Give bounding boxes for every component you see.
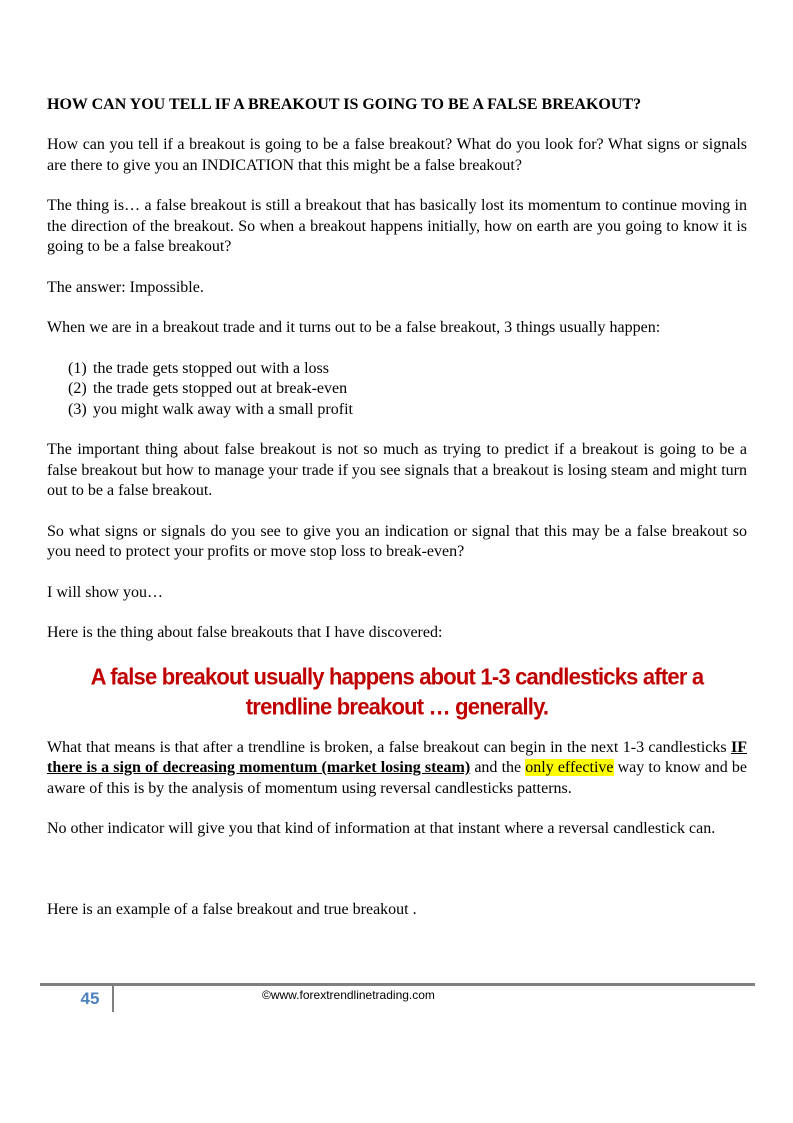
outcome-list [47, 359, 747, 421]
section-heading: HOW CAN YOU TELL IF A BREAKOUT IS GOING TO BE A FALSE BREAKOUT? [47, 96, 642, 113]
footer-divider [40, 983, 755, 986]
paragraph-example: Here is an example of a false breakout and true breakout . [47, 900, 417, 918]
paragraph-momentum: The thing is… a false breakout is still a breakout that has basically lost its momentum to continue moving in the direction of the breakout. So when a breakout happens initially, how on earth are you going to know it is going to be a false breakout? [47, 197, 747, 255]
paragraph-intro: How can you tell if a breakout is going to be a false breakout? What do you look for? What signs or signals are there to give you an INDICATION that this might be a false breakout? [47, 136, 747, 174]
meaning-text-mid: and the [470, 759, 526, 776]
spacer [47, 860, 747, 900]
footer-website: ©www.forextrendlinetrading.com [262, 988, 435, 1002]
emphasis-text: IF there is a sign of decreasing momentum (market losing steam) [47, 738, 747, 776]
list-item [68, 379, 747, 400]
highlighted-text: only effective [525, 759, 614, 776]
paragraph-signals: So what signs or signals do you see to give you an indication or signal that this may be a false breakout so you need to protect your profits or move stop loss to break-even? [47, 522, 747, 560]
list-item [68, 359, 747, 380]
paragraph-three-things: When we are in a breakout trade and it turns out to be a false breakout, 3 things usually happen: [47, 319, 661, 336]
paragraph-show-you: I will show you… [47, 583, 163, 601]
list-item-number: (1) [68, 359, 87, 377]
paragraph-discovered: Here is the thing about false breakouts that I have discovered: [47, 624, 443, 641]
list-item-text: you might walk away with a small profit [93, 400, 353, 418]
list-item-number: (2) [68, 380, 87, 397]
callout-text: A false breakout usually happens about 1-3 candlesticks after a trendline breakout … generally. [90, 662, 704, 720]
meaning-text-end: way to know and be aware of this is by the analysis of momentum using reversal candlesticks patterns. [47, 759, 748, 797]
paragraph-no-other-indicator: No other indicator will give you that kind of information at that instant where a reversal candlestick can. [47, 820, 716, 837]
list-item [68, 400, 747, 421]
list-item-text: the trade gets stopped out at break-even [93, 380, 348, 397]
paragraph-manage-trade: The important thing about false breakout is not so much as trying to predict if a breakout is going to be a false breakout but how to manage your trade if you see signals that a breakout is losing steam and might turn out to be a false breakout. [47, 441, 747, 499]
document-body [47, 94, 747, 920]
paragraph-meaning [47, 738, 747, 800]
paragraph-answer: The answer: Impossible. [47, 278, 204, 296]
meaning-text-start: What that means is that after a trendline is broken, a false breakout can begin in the next 1-3 candlesticks [47, 738, 731, 756]
list-item-text: the trade gets stopped out with a loss [93, 359, 329, 377]
footer-vertical-divider [112, 986, 114, 1012]
list-item-number: (3) [68, 400, 87, 418]
page-number: 45 [80, 989, 100, 1008]
